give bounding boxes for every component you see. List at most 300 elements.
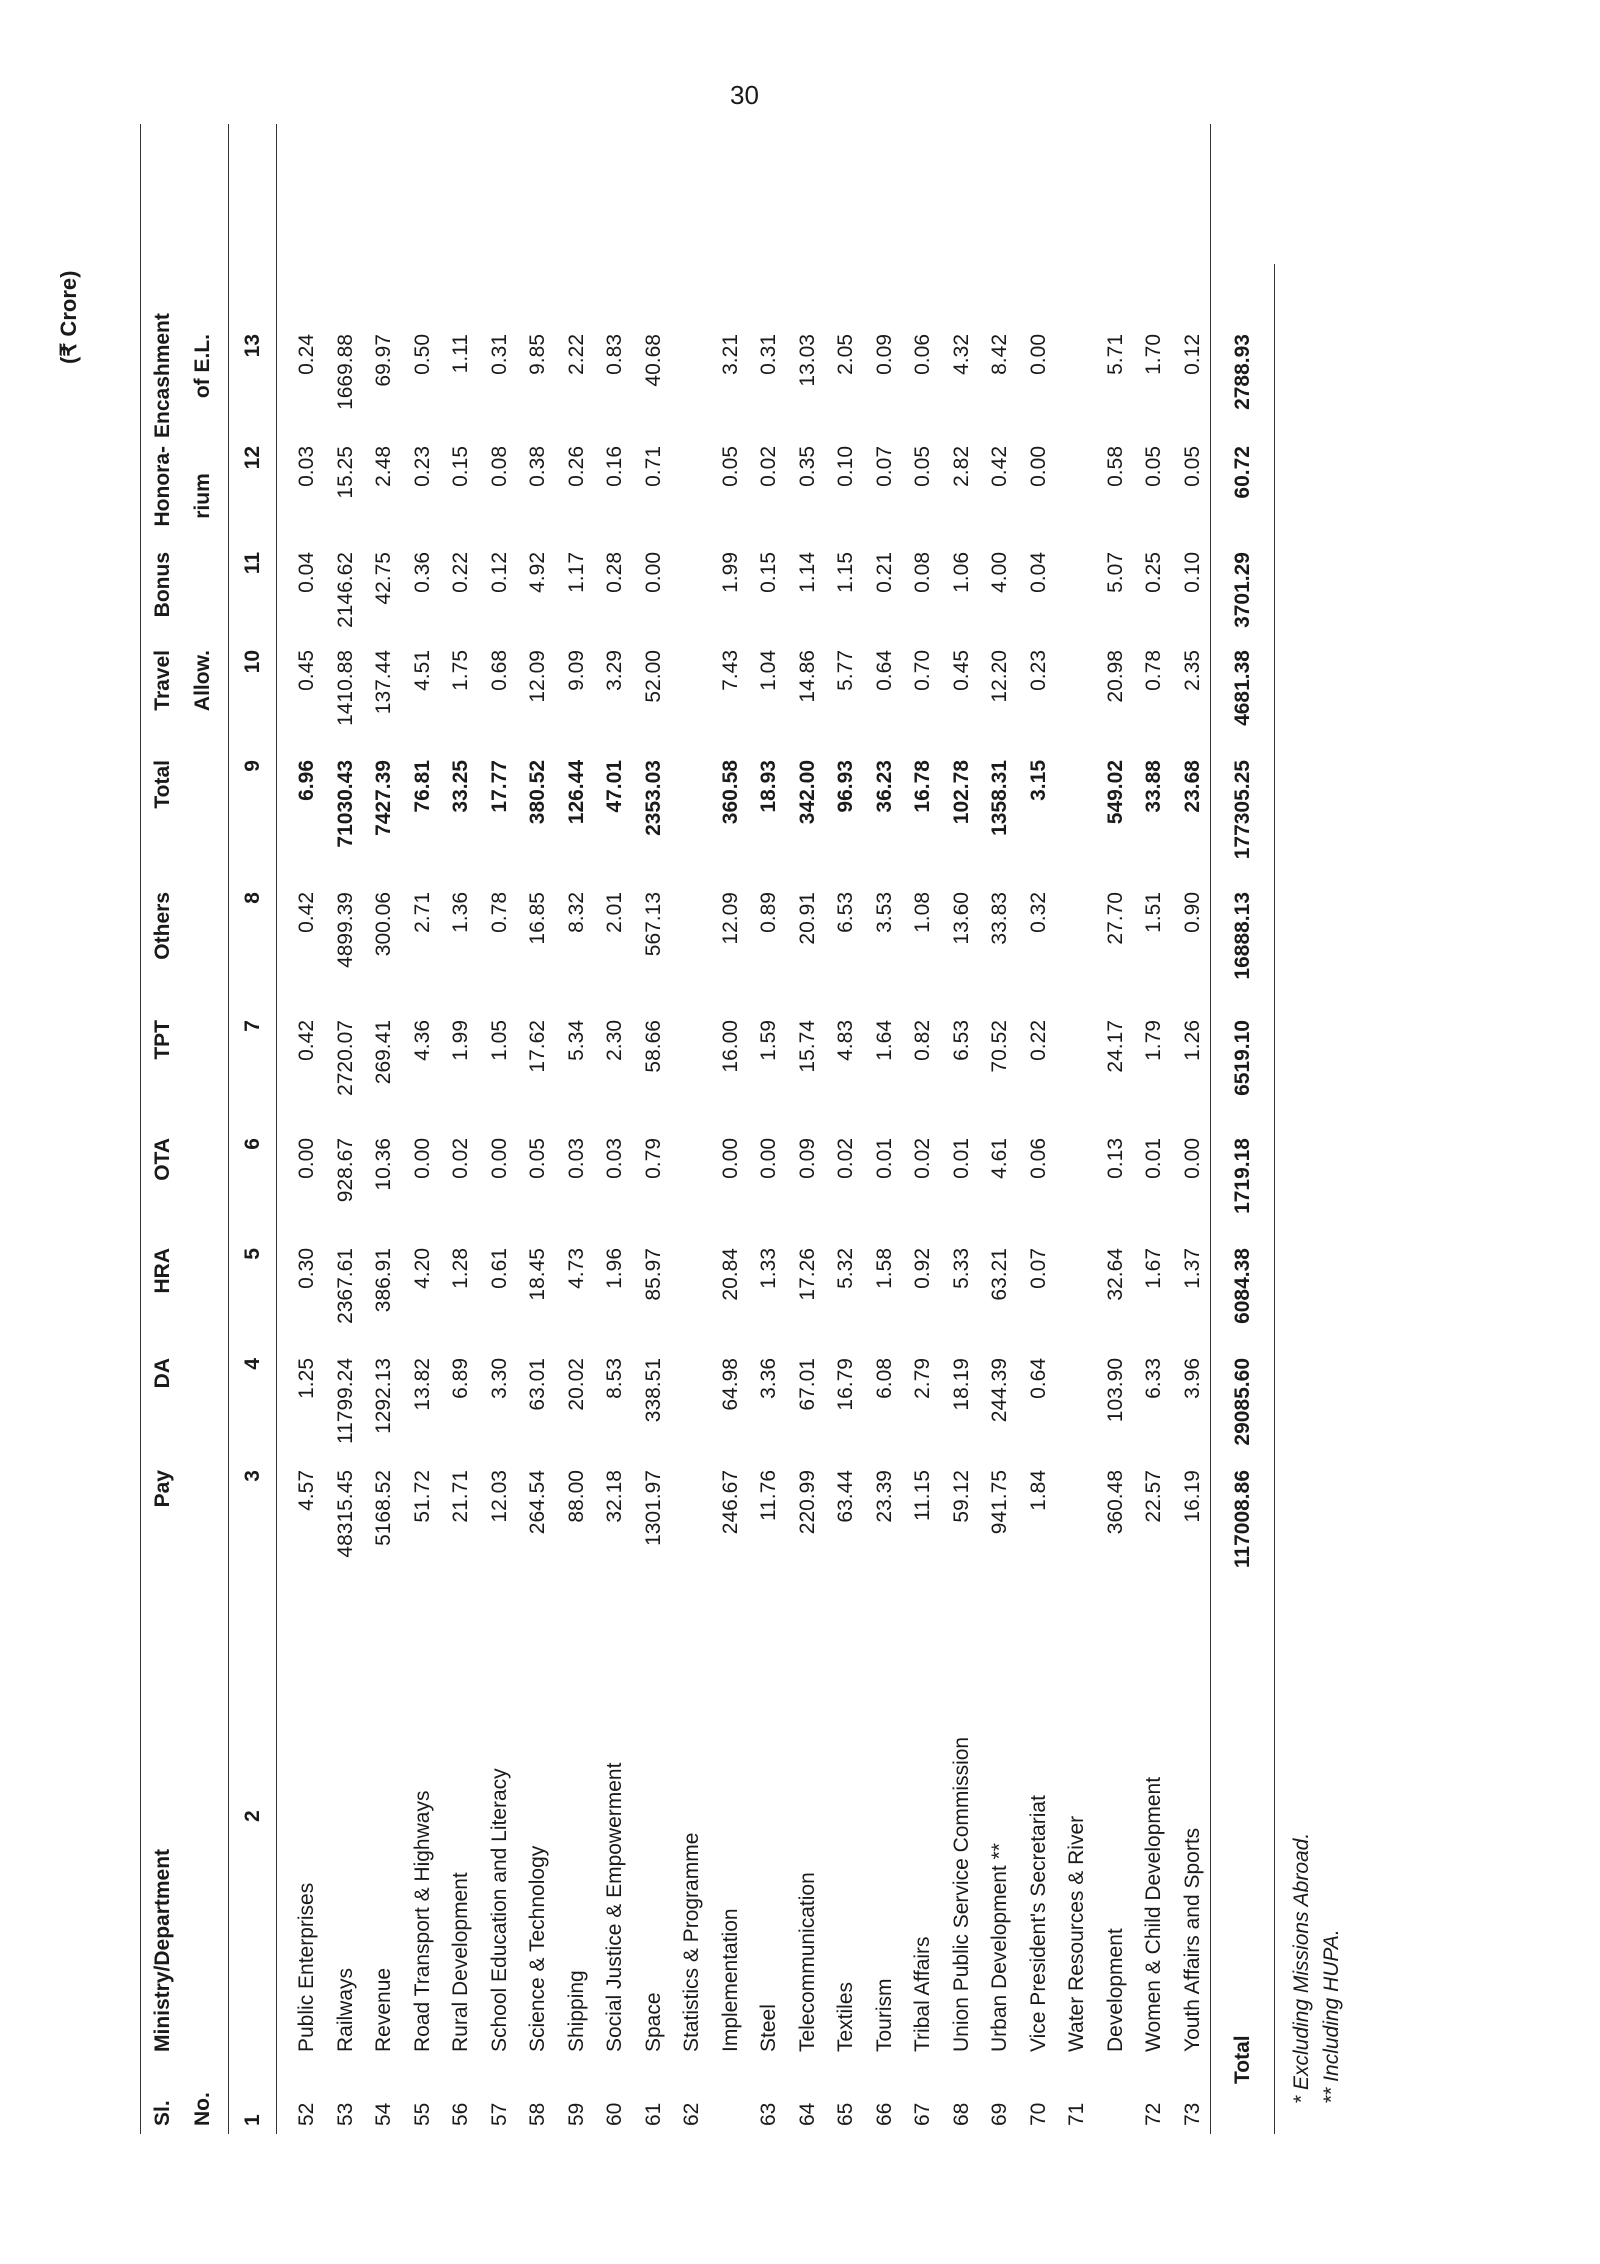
row-tpt: 15.74 — [795, 1020, 819, 1073]
row-ministry: Textiles — [834, 1981, 857, 2052]
row-sl-no: 58 — [526, 2102, 549, 2126]
row-honorarium: 0.03 — [295, 446, 318, 487]
row-travel: 12.20 — [988, 650, 1011, 703]
header-ota: OTA — [151, 1138, 174, 1181]
row-tpt: 1.99 — [449, 1020, 472, 1061]
row-encashment: 3.21 — [718, 334, 742, 375]
header-travel-2: Allow. — [191, 650, 214, 712]
row-encashment: 0.09 — [872, 334, 896, 375]
row-travel: 7.43 — [718, 650, 742, 691]
row-encashment: 0.24 — [295, 334, 318, 375]
footnote-2: ** Including HUPA. — [1320, 1929, 1343, 2104]
row-others: 0.42 — [295, 892, 318, 933]
row-tpt: 2720.07 — [333, 1020, 357, 1096]
row-da: 16.79 — [834, 1358, 857, 1411]
row-ministry: Revenue — [372, 1967, 395, 2052]
row-da: 3.96 — [1180, 1358, 1204, 1399]
row-ota: 0.06 — [1026, 1138, 1050, 1179]
row-tpt: 16.00 — [718, 1020, 742, 1073]
header-no: No. — [191, 2092, 214, 2126]
colnum-2: 2 — [241, 1810, 264, 1822]
row-pay: 23.39 — [872, 1470, 896, 1523]
table-row — [1097, 124, 1135, 2134]
header-rule — [228, 124, 229, 2134]
total-total: 177305.25 — [1231, 760, 1254, 860]
row-honorarium: 0.07 — [872, 446, 896, 487]
table-row — [442, 124, 480, 2134]
row-bonus: 2146.62 — [333, 552, 357, 628]
row-hra: 1.58 — [872, 1248, 896, 1289]
row-travel: 137.44 — [372, 650, 395, 715]
row-da: 64.98 — [718, 1358, 742, 1411]
table-row — [789, 124, 827, 2134]
row-tpt: 1.59 — [757, 1020, 780, 1061]
total-others: 16888.13 — [1231, 892, 1254, 980]
row-sl-no: 68 — [949, 2102, 973, 2126]
row-ota: 0.01 — [872, 1138, 896, 1179]
row-tpt: 1.64 — [872, 1020, 896, 1061]
row-pay: 88.00 — [564, 1470, 588, 1523]
header-encashment-2: of E.L. — [191, 334, 214, 399]
row-travel: 0.68 — [487, 650, 511, 691]
row-tpt: 0.22 — [1026, 1020, 1050, 1061]
row-travel: 0.70 — [911, 650, 934, 691]
colnum-rule — [276, 124, 277, 2134]
row-da: 338.51 — [641, 1358, 665, 1423]
row-tpt: 1.26 — [1180, 1020, 1204, 1061]
row-bonus: 0.36 — [410, 552, 434, 593]
row-others: 0.32 — [1026, 892, 1050, 933]
colnum-1: 1 — [241, 2114, 264, 2126]
row-ministry: Rural Development — [449, 1872, 472, 2052]
row-honorarium: 0.00 — [1026, 446, 1050, 487]
row-bonus: 42.75 — [372, 552, 395, 605]
row-ministry: Youth Affairs and Sports — [1180, 1827, 1204, 2052]
row-ministry: Shipping — [564, 1970, 588, 2052]
row-others: 12.09 — [718, 892, 742, 945]
row-encashment: 0.00 — [1026, 334, 1050, 375]
row-ota: 0.02 — [449, 1138, 472, 1179]
row-hra: 1.37 — [1180, 1248, 1204, 1289]
row-ota: 0.01 — [1142, 1138, 1165, 1179]
row-others: 2.71 — [410, 892, 434, 933]
header-bonus: Bonus — [151, 552, 174, 618]
row-bonus: 0.00 — [641, 552, 665, 593]
row-sl-no: 54 — [372, 2102, 395, 2126]
row-sl-no: 66 — [872, 2102, 896, 2126]
row-pay: 1301.97 — [641, 1470, 665, 1546]
row-ministry: School Education and Literacy — [487, 1768, 511, 2052]
row-hra: 1.28 — [449, 1248, 472, 1289]
row-da: 18.19 — [949, 1358, 973, 1411]
row-sl-no: 72 — [1142, 2102, 1165, 2126]
colnum-12: 12 — [241, 446, 264, 470]
row-bonus: 0.08 — [911, 552, 934, 593]
row-others: 13.60 — [949, 892, 973, 945]
row-bonus: 4.00 — [988, 552, 1011, 593]
row-ministry: Development — [1103, 1928, 1127, 2052]
header-hra: HRA — [151, 1248, 174, 1294]
row-total: 1358.31 — [988, 760, 1011, 836]
table-row — [866, 124, 904, 2134]
row-bonus: 0.25 — [1142, 552, 1165, 593]
footnote-1: * Excluding Missions Abroad. — [1290, 1832, 1313, 2104]
total-label: Total — [1231, 2035, 1254, 2084]
row-travel: 0.78 — [1142, 650, 1165, 691]
row-ota: 0.13 — [1103, 1138, 1127, 1179]
row-bonus: 0.10 — [1180, 552, 1204, 593]
row-ota: 0.79 — [641, 1138, 665, 1179]
row-honorarium: 0.05 — [1180, 446, 1204, 487]
row-pay: 11.76 — [757, 1470, 780, 1521]
row-ota: 0.09 — [795, 1138, 819, 1179]
row-encashment: 2.22 — [564, 334, 588, 375]
row-ota: 0.02 — [834, 1138, 857, 1179]
row-encashment: 9.85 — [526, 334, 549, 375]
colnum-11: 11 — [241, 552, 264, 575]
row-ministry: Vice President's Secretariat — [1026, 1795, 1050, 2052]
row-bonus: 0.21 — [872, 552, 896, 593]
row-da: 6.33 — [1142, 1358, 1165, 1399]
header-encashment: Encashment — [151, 313, 174, 438]
total-honorarium: 60.72 — [1231, 446, 1254, 499]
row-bonus: 1.99 — [718, 552, 742, 593]
total-bottom-rule — [1274, 264, 1275, 2134]
row-honorarium: 2.48 — [372, 446, 395, 487]
row-total: 7427.39 — [372, 760, 395, 836]
row-ota: 0.02 — [911, 1138, 934, 1179]
row-honorarium: 15.25 — [333, 446, 357, 499]
row-sl-no: 53 — [333, 2102, 357, 2126]
row-total: 76.81 — [410, 760, 434, 813]
row-encashment: 0.31 — [487, 334, 511, 375]
row-travel: 0.45 — [295, 650, 318, 691]
row-da: 67.01 — [795, 1358, 819, 1411]
row-ota: 10.36 — [372, 1138, 395, 1191]
row-total: 126.44 — [564, 760, 588, 825]
row-hra: 386.91 — [372, 1248, 395, 1313]
colnum-9: 9 — [241, 760, 264, 772]
row-others: 2.01 — [603, 892, 626, 933]
row-honorarium: 0.08 — [487, 446, 511, 487]
row-hra: 1.67 — [1142, 1248, 1165, 1289]
header-sl: Sl. — [151, 2100, 174, 2126]
row-ministry: Telecommunication — [795, 1872, 819, 2052]
row-tpt: 0.42 — [295, 1020, 318, 1061]
row-honorarium: 0.02 — [757, 446, 780, 487]
row-encashment: 69.97 — [372, 334, 395, 387]
row-hra: 4.20 — [410, 1248, 434, 1289]
row-encashment: 2.05 — [834, 334, 857, 375]
row-total: 71030.43 — [333, 760, 357, 848]
row-sl-no: 57 — [487, 2102, 511, 2126]
table-row — [1058, 124, 1096, 2134]
row-ministry: Road Transport & Highways — [410, 1790, 434, 2052]
row-honorarium: 0.05 — [1142, 446, 1165, 487]
colnum-13: 13 — [241, 334, 264, 358]
row-ota: 0.03 — [564, 1138, 588, 1179]
row-travel: 4.51 — [410, 650, 434, 691]
row-ministry: Public Enterprises — [295, 1882, 318, 2052]
header-row-1 — [144, 124, 182, 2134]
row-hra: 0.30 — [295, 1248, 318, 1289]
colnum-5: 5 — [241, 1248, 264, 1260]
row-sl-no: 71 — [1065, 2102, 1088, 2126]
row-travel: 14.86 — [795, 650, 819, 703]
row-total: 18.93 — [757, 760, 780, 813]
table-row — [750, 124, 788, 2134]
row-hra: 0.92 — [911, 1248, 934, 1289]
row-others: 0.78 — [487, 892, 511, 933]
row-travel: 0.45 — [949, 650, 973, 691]
row-tpt: 70.52 — [988, 1020, 1011, 1073]
row-sl-no: 56 — [449, 2102, 472, 2126]
row-total: 549.02 — [1103, 760, 1127, 825]
row-hra: 1.96 — [603, 1248, 626, 1289]
row-travel: 0.23 — [1026, 650, 1050, 691]
header-honorarium: Honora- — [151, 446, 174, 527]
row-ota: 0.05 — [526, 1138, 549, 1179]
row-pay: 32.18 — [603, 1470, 626, 1523]
total-pay: 117008.86 — [1231, 1470, 1254, 1569]
row-ministry: Union Public Service Commission — [949, 1736, 973, 2052]
row-ministry: Water Resources & River — [1065, 1815, 1088, 2052]
row-tpt: 6.53 — [949, 1020, 973, 1061]
row-encashment: 1669.88 — [333, 334, 357, 410]
table-row — [827, 124, 865, 2134]
total-encashment: 2788.93 — [1231, 334, 1254, 410]
row-honorarium: 0.15 — [449, 446, 472, 487]
row-total: 2353.03 — [641, 760, 665, 836]
row-bonus: 0.28 — [603, 552, 626, 593]
header-travel: Travel — [151, 650, 174, 711]
row-bonus: 0.22 — [449, 552, 472, 593]
row-travel: 5.77 — [834, 650, 857, 691]
row-encashment: 0.12 — [1180, 334, 1204, 375]
row-ota: 0.00 — [1180, 1138, 1204, 1179]
row-others: 567.13 — [641, 892, 665, 957]
row-hra: 4.73 — [564, 1248, 588, 1289]
row-total: 17.77 — [487, 760, 511, 813]
row-pay: 12.03 — [487, 1470, 511, 1523]
row-hra: 85.97 — [641, 1248, 665, 1301]
row-travel: 0.64 — [872, 650, 896, 691]
row-pay: 21.71 — [449, 1470, 472, 1523]
row-hra: 5.33 — [949, 1248, 973, 1289]
row-total: 6.96 — [295, 760, 318, 801]
page-number: 30 — [730, 80, 759, 110]
row-ministry: Statistics & Programme — [680, 1832, 703, 2052]
row-travel: 9.09 — [564, 650, 588, 691]
row-others: 0.90 — [1180, 892, 1204, 933]
row-hra: 20.84 — [718, 1248, 742, 1301]
row-travel: 1.75 — [449, 650, 472, 691]
colnum-7: 7 — [241, 1020, 264, 1032]
row-others: 300.06 — [372, 892, 395, 957]
row-sl-no: 60 — [603, 2102, 626, 2126]
row-ministry: Tribal Affairs — [911, 1936, 934, 2052]
row-da: 2.79 — [911, 1358, 934, 1399]
row-hra: 18.45 — [526, 1248, 549, 1301]
total-da: 29085.60 — [1231, 1358, 1254, 1446]
row-pay: 360.48 — [1103, 1470, 1127, 1535]
row-da: 103.90 — [1103, 1358, 1127, 1423]
row-bonus: 0.12 — [487, 552, 511, 593]
row-ota: 0.00 — [718, 1138, 742, 1179]
row-bonus: 1.14 — [795, 552, 819, 593]
row-da: 1.25 — [295, 1358, 318, 1399]
row-honorarium: 0.35 — [795, 446, 819, 487]
header-da: DA — [151, 1358, 174, 1389]
row-da: 20.02 — [564, 1358, 588, 1411]
table-row — [1020, 124, 1058, 2134]
table-row — [288, 124, 326, 2134]
row-sl-no: 64 — [795, 2102, 819, 2126]
row-encashment: 13.03 — [795, 334, 819, 387]
row-bonus: 1.06 — [949, 552, 973, 593]
row-total: 96.93 — [834, 760, 857, 813]
row-da: 8.53 — [603, 1358, 626, 1399]
row-encashment: 5.71 — [1103, 334, 1127, 375]
row-ministry: Social Justice & Empowerment — [603, 1762, 626, 2052]
row-ministry: Science & Technology — [526, 1845, 549, 2052]
table-row — [365, 124, 403, 2134]
row-others: 4899.39 — [333, 892, 357, 968]
row-sl-no: 70 — [1026, 2102, 1050, 2126]
row-total: 360.58 — [718, 760, 742, 825]
row-total: 33.25 — [449, 760, 472, 813]
row-tpt: 58.66 — [641, 1020, 665, 1073]
row-total: 36.23 — [872, 760, 896, 813]
row-pay: 1.84 — [1026, 1470, 1050, 1511]
table-row — [1174, 124, 1212, 2134]
row-total: 342.00 — [795, 760, 819, 825]
table-row — [904, 124, 942, 2134]
row-ota: 0.00 — [410, 1138, 434, 1179]
row-encashment: 1.70 — [1142, 334, 1165, 375]
unit-label: (₹ Crore) — [56, 270, 81, 364]
row-others: 8.32 — [564, 892, 588, 933]
row-pay: 59.12 — [949, 1470, 973, 1523]
row-others: 1.36 — [449, 892, 472, 933]
row-others: 6.53 — [834, 892, 857, 933]
row-ota: 0.00 — [487, 1138, 511, 1179]
row-encashment: 0.31 — [757, 334, 780, 375]
column-number-row — [234, 124, 272, 2134]
row-bonus: 4.92 — [526, 552, 549, 593]
row-bonus: 0.04 — [295, 552, 318, 593]
top-rule — [140, 124, 141, 2134]
total-row — [1224, 124, 1262, 2134]
row-others: 1.51 — [1142, 892, 1165, 933]
row-total: 23.68 — [1180, 760, 1204, 813]
row-encashment: 0.06 — [911, 334, 934, 375]
row-tpt: 4.36 — [410, 1020, 434, 1061]
row-pay: 264.54 — [526, 1470, 549, 1535]
table-row — [481, 124, 519, 2134]
row-honorarium: 0.71 — [641, 446, 665, 487]
table-row — [1135, 124, 1173, 2134]
row-ministry: Implementation — [718, 1908, 742, 2052]
row-sl-no: 65 — [834, 2102, 857, 2126]
row-hra: 0.61 — [487, 1248, 511, 1289]
row-tpt: 269.41 — [372, 1020, 395, 1085]
row-da: 0.64 — [1026, 1358, 1050, 1399]
row-hra: 0.07 — [1026, 1248, 1050, 1289]
table-row — [558, 124, 596, 2134]
row-ota: 928.67 — [333, 1138, 357, 1203]
row-da: 13.82 — [410, 1358, 434, 1411]
row-tpt: 4.83 — [834, 1020, 857, 1061]
row-sl-no: 63 — [757, 2102, 780, 2126]
row-others: 20.91 — [795, 892, 819, 945]
row-pay: 5168.52 — [372, 1470, 395, 1546]
total-bonus: 3701.29 — [1231, 552, 1254, 628]
row-ota: 0.01 — [949, 1138, 973, 1179]
row-pay: 63.44 — [834, 1470, 857, 1523]
colnum-6: 6 — [241, 1138, 264, 1150]
colnum-4: 4 — [241, 1358, 264, 1370]
total-hra: 6084.38 — [1231, 1248, 1254, 1324]
table-row — [943, 124, 981, 2134]
row-honorarium: 0.26 — [564, 446, 588, 487]
row-da: 3.36 — [757, 1358, 780, 1399]
header-ministry: Ministry/Department — [151, 1848, 174, 2052]
row-pay: 16.19 — [1180, 1470, 1204, 1523]
table-row — [635, 124, 673, 2134]
row-hra: 1.33 — [757, 1248, 780, 1289]
table-row — [327, 124, 365, 2134]
row-pay: 246.67 — [718, 1470, 742, 1535]
row-ota: 0.00 — [757, 1138, 780, 1179]
row-sl-no: 73 — [1180, 2102, 1204, 2126]
row-travel: 52.00 — [641, 650, 665, 703]
row-total: 102.78 — [949, 760, 973, 825]
row-honorarium: 0.42 — [988, 446, 1011, 487]
row-ministry: Railways — [333, 1967, 357, 2052]
row-encashment: 0.83 — [603, 334, 626, 375]
row-total: 16.78 — [911, 760, 934, 813]
header-others: Others — [151, 892, 174, 960]
table-row — [596, 124, 634, 2134]
row-da: 6.08 — [872, 1358, 896, 1399]
colnum-10: 10 — [241, 650, 264, 674]
row-hra: 63.21 — [988, 1248, 1011, 1301]
row-ota: 4.61 — [988, 1138, 1011, 1179]
table-row — [404, 124, 442, 2134]
row-sl-no: 52 — [295, 2102, 318, 2126]
row-pay: 11.15 — [911, 1470, 934, 1521]
header-tpt: TPT — [151, 1020, 174, 1060]
header-row-2 — [184, 124, 222, 2134]
row-ota: 0.00 — [295, 1138, 318, 1179]
colnum-8: 8 — [241, 892, 264, 904]
row-bonus: 0.04 — [1026, 552, 1050, 593]
row-honorarium: 0.38 — [526, 446, 549, 487]
row-travel: 3.29 — [603, 650, 626, 691]
row-travel: 2.35 — [1180, 650, 1204, 691]
row-travel: 20.98 — [1103, 650, 1127, 703]
table-row — [981, 124, 1019, 2134]
row-total: 380.52 — [526, 760, 549, 825]
total-tpt: 6519.10 — [1231, 1020, 1254, 1096]
row-da: 3.30 — [487, 1358, 511, 1399]
row-pay: 4.57 — [295, 1470, 318, 1511]
row-honorarium: 0.10 — [834, 446, 857, 487]
table-row — [712, 124, 750, 2134]
row-honorarium: 0.58 — [1103, 446, 1127, 487]
row-sl-no: 61 — [641, 2102, 665, 2126]
